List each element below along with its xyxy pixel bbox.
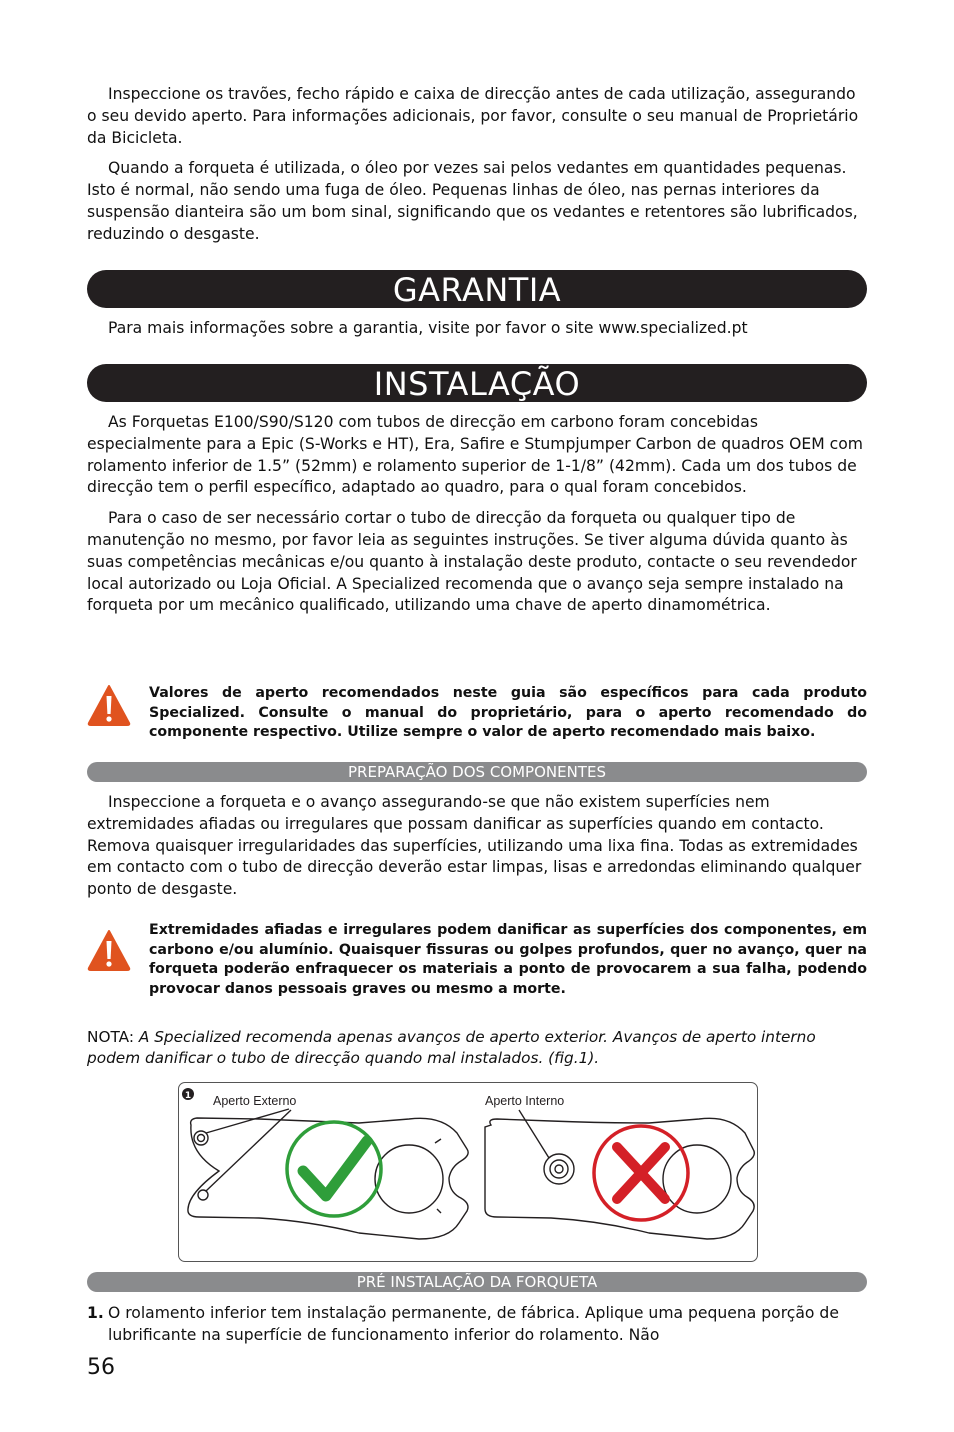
figure-stem-clamps (178, 1082, 758, 1262)
step-list (87, 1303, 867, 1347)
warning-icon (87, 929, 131, 971)
instalacao-paragraph-2: Para o caso de ser necessário cortar o tubo de direcção da forqueta ou qualquer tipo de manutenção no mesmo, por favor leia as seguintes instruções. Se tiver alguma dúvida quanto às suas competências mecânicas e/ou quanto à instalação deste produto, contacte o seu revendedor local autorizado ou Loja Oficial. A Specialized recomenda que o avanço seja sempre instalado na forqueta por um mecânico qualificado, utilizando uma chave de aperto dinamométrica. (87, 509, 857, 615)
instalacao-heading: INSTALAÇÃO (87, 364, 867, 402)
external-clamp-stem (188, 1109, 468, 1239)
preparacao-heading: PREPARAÇÃO DOS COMPONENTES (87, 762, 867, 782)
intro-paragraph-1: Inspeccione os travões, fecho rápido e caixa de direcção antes de cada utilização, assegurando o seu devido aperto. Para informações adicionais, por favor, consulte o seu manual de Proprietário da Bicicleta. (87, 85, 859, 147)
intro-section (87, 84, 867, 246)
figure-number: 1 (184, 1091, 192, 1101)
label-internal: Aperto Interno (485, 1094, 565, 1108)
instalacao-paragraph-1: As Forquetas E100/S90/S120 com tubos de direcção em carbono foram concebidas especialmente para a Epic (S-Works e HT), Era, Safire e Stumpjumper Carbon de quadros OEM com rolamento inferior de 1.5” (52mm) e rolamento superior de 1-1/8” (42mm). Cada um dos tubos de direcção tem o perfil específico, adaptado ao quadro, para o qual foram concebidos. (87, 413, 863, 497)
note-text: A Specialized recomenda apenas avanços de aperto exterior. Avanços de aperto interno podem danificar o tubo de direcção quando mal instalados. (fig.1). (87, 1028, 816, 1067)
preparacao-text: Inspeccione a forqueta e o avanço assegurando-se que não existem superfícies nem extremidades afiadas ou irregulares que possam danificar as superfícies quando em contacto. Remova quaisquer irregularidades das superfícies, utilizando uma lixa fina. Todas as extremidades em contacto com o tubo de direcção deverão estar limpas, lisas e arredondas eliminando qualquer ponto de desgaste. (87, 793, 862, 899)
stem-diagram (179, 1083, 757, 1261)
note-label: NOTA: (87, 1028, 134, 1046)
step-1-number: 1. (87, 1304, 104, 1322)
warning-icon (87, 684, 131, 726)
instalacao-section (87, 412, 867, 617)
warning-edges-text: Extremidades afiadas e irregulares podem danificar as superfícies dos componentes, em carbono e/ou alumínio. Quaisquer fissuras ou golpes profundos, quer no avanço, quer na forqueta poderão enfraquecer os materiais a ponto de provocarem a sua falha, podendo provocar danos pessoais graves ou mesmo a morte. (149, 922, 867, 997)
pre-instalacao-heading: PRÉ INSTALAÇÃO DA FORQUETA (87, 1272, 867, 1292)
step-1-text: O rolamento inferior tem instalação permanente, de fábrica. Aplique uma pequena porção de lubrificante na superfície de funcionamento inferior do rolamento. Não (108, 1304, 839, 1344)
cross-icon (594, 1126, 688, 1220)
intro-paragraph-2: Quando a forqueta é utilizada, o óleo por vezes sai pelos vedantes em quantidades pequenas. Isto é normal, não sendo uma fuga de óleo. Pequenas linhas de óleo, nas pernas interiores da suspensão dianteira são um bom sinal, significando que os vedantes e retentores são lubrificados, reduzindo o desgaste. (87, 159, 858, 243)
garantia-text: Para mais informações sobre a garantia, visite por favor o site www.specialized.pt (108, 319, 748, 337)
check-icon (287, 1122, 381, 1216)
garantia-heading: GARANTIA (87, 270, 867, 308)
label-external: Aperto Externo (213, 1094, 297, 1108)
note-block (87, 1027, 867, 1069)
warning-torque-text: Valores de aperto recomendados neste guia são específicos para cada produto Specialized. Consulte o manual do proprietário, para o aperto recomendado do componente respectivo. Utilize sempre o valor de aperto recomendado mais baixo. (149, 685, 867, 741)
page-number: 56 (87, 1355, 115, 1380)
